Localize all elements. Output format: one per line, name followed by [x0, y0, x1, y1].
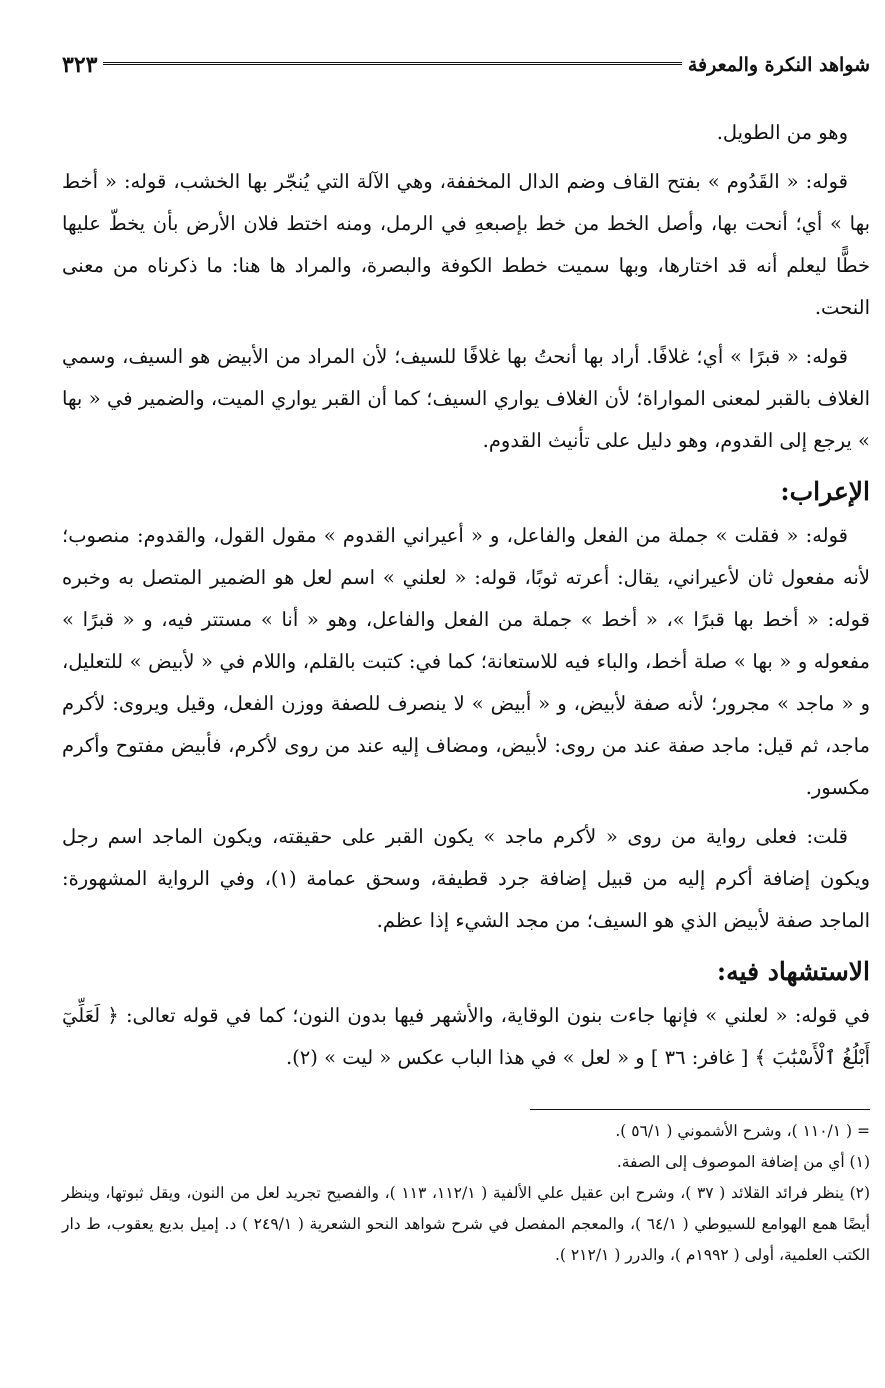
document-page — [62, 40, 870, 1271]
footnote-2: (٢) ينظر فرائد القلائد ( ٣٧ )، وشرح ابن عقيل علي الألفية ( ١١٢/١، ١١٣ )، والفصيح تجريد لعل من النون، ويقل ثبوتها، وينظر أيضًا همع الهوامع للسيوطي ( ٦٤/١ )، والمعجم المفصل في شرح شواهد النحو الشعرية ( ٢٤٩/١ ) د. إميل بديع يعقوب، ط دار الكتب العلمية، أولى ( ١٩٩٢م )، والدرر ( ٢١٢/١ ). — [62, 1184, 871, 1264]
main-text — [62, 112, 870, 1079]
header-rule — [103, 62, 681, 68]
paragraph-qadum: قوله: « القَدُوم » بفتح القاف وضم الدال المخففة، وهي الآلة التي يُنجّر بها الخشب، قوله: « أخط بها » أي؛ أنحت بها، وأصل الخط من خط بإصبعهِ في الرمل، ومنه اختط فلان الأرض بأن يخطّ عليها خطًّا ليعلم أنه قد اختارها، وبها سميت خطط الكوفة والبصرة، والمراد ها هنا: ما ذكرناه من معنى النحت. — [62, 170, 870, 319]
footnote-rule — [530, 1109, 870, 1110]
heading-istishhad: الاستشهاد فيه: — [716, 957, 870, 986]
paragraph-qabr: قوله: « قبرًا » أي؛ غلافًا. أراد بها أنحتُ بها غلافًا للسيف؛ لأن المراد من الأبيض هو السيف، وسمي الغلاف بالقبر لمعنى المواراة؛ لأن الغلاف يواري السيف؛ كما أن القبر يواري الميت، والضمير في « بها » يرجع إلى القدوم، وهو دليل على تأنيث القدوم. — [62, 345, 870, 452]
paragraph-irab: قوله: « فقلت » جملة من الفعل والفاعل، و « أعيراني القدوم » مقول القول، والقدوم: منصوب؛ لأنه مفعول ثان لأعيراني، يقال: أعرته ثوبًا، قوله: « لعلني » اسم لعل هو الضمير المتصل به وخبره قوله: « أخط بها قبرًا »، « أخط » جملة من الفعل والفاعل، وهو « أنا » مستتر فيه، و « قبرًا » مفعوله و « بها » صلة أخط، والباء فيه للاستعانة؛ كما في: كتبت بالقلم، واللام في « لأبيض » للتعليل، و « ماجد » مجرور؛ لأنه صفة لأبيض، و « أبيض » لا ينصرف للصفة ووزن الفعل، وقيل ويروى: لأكرم ماجد، ثم قيل: ماجد صفة عند من روى: لأبيض، ومضاف إليه عند من روى لأكرم، فأبيض مفتوح وأكرم مكسور. — [62, 524, 870, 799]
running-header — [62, 40, 870, 90]
header-title: شواهد النكرة والمعرفة — [687, 54, 870, 76]
page-number: ٣٢٣ — [62, 52, 98, 78]
paragraph-istishhad: في قوله: « لعلني » فإنها جاءت بنون الوقاية، والأشهر فيها بدون النون؛ كما في قوله تعالى: ﴿ لَعَلِّيٓ أَبْلُغُ ٱلْأَسْبَٰبَ ﴾ [ غافر: ٣٦ ] و « لعل » في هذا الباب عكس « ليت » (٢). — [62, 1004, 870, 1069]
paragraph-qultu: قلت: فعلى رواية من روى « لأكرم ماجد » يكون القبر على حقيقته، ويكون الماجد اسم رجل ويكون إضافة أكرم إليه من قبيل إضافة جرد قطيفة، وسحق عمامة (١)، وفي الرواية المشهورة: الماجد صفة لأبيض الذي هو السيف؛ من مجد الشيء إذا عظم. — [62, 825, 870, 932]
meter-note: وهو من الطويل. — [716, 121, 848, 144]
heading-irab: الإعراب: — [780, 477, 870, 506]
footnote-1: (١) أي من إضافة الموصوف إلى الصفة. — [616, 1153, 870, 1171]
footnote-continuation: = ( ١١٠/١ )، وشرح الأشموني ( ٥٦/١ ). — [615, 1122, 870, 1140]
footnotes — [62, 1116, 870, 1271]
